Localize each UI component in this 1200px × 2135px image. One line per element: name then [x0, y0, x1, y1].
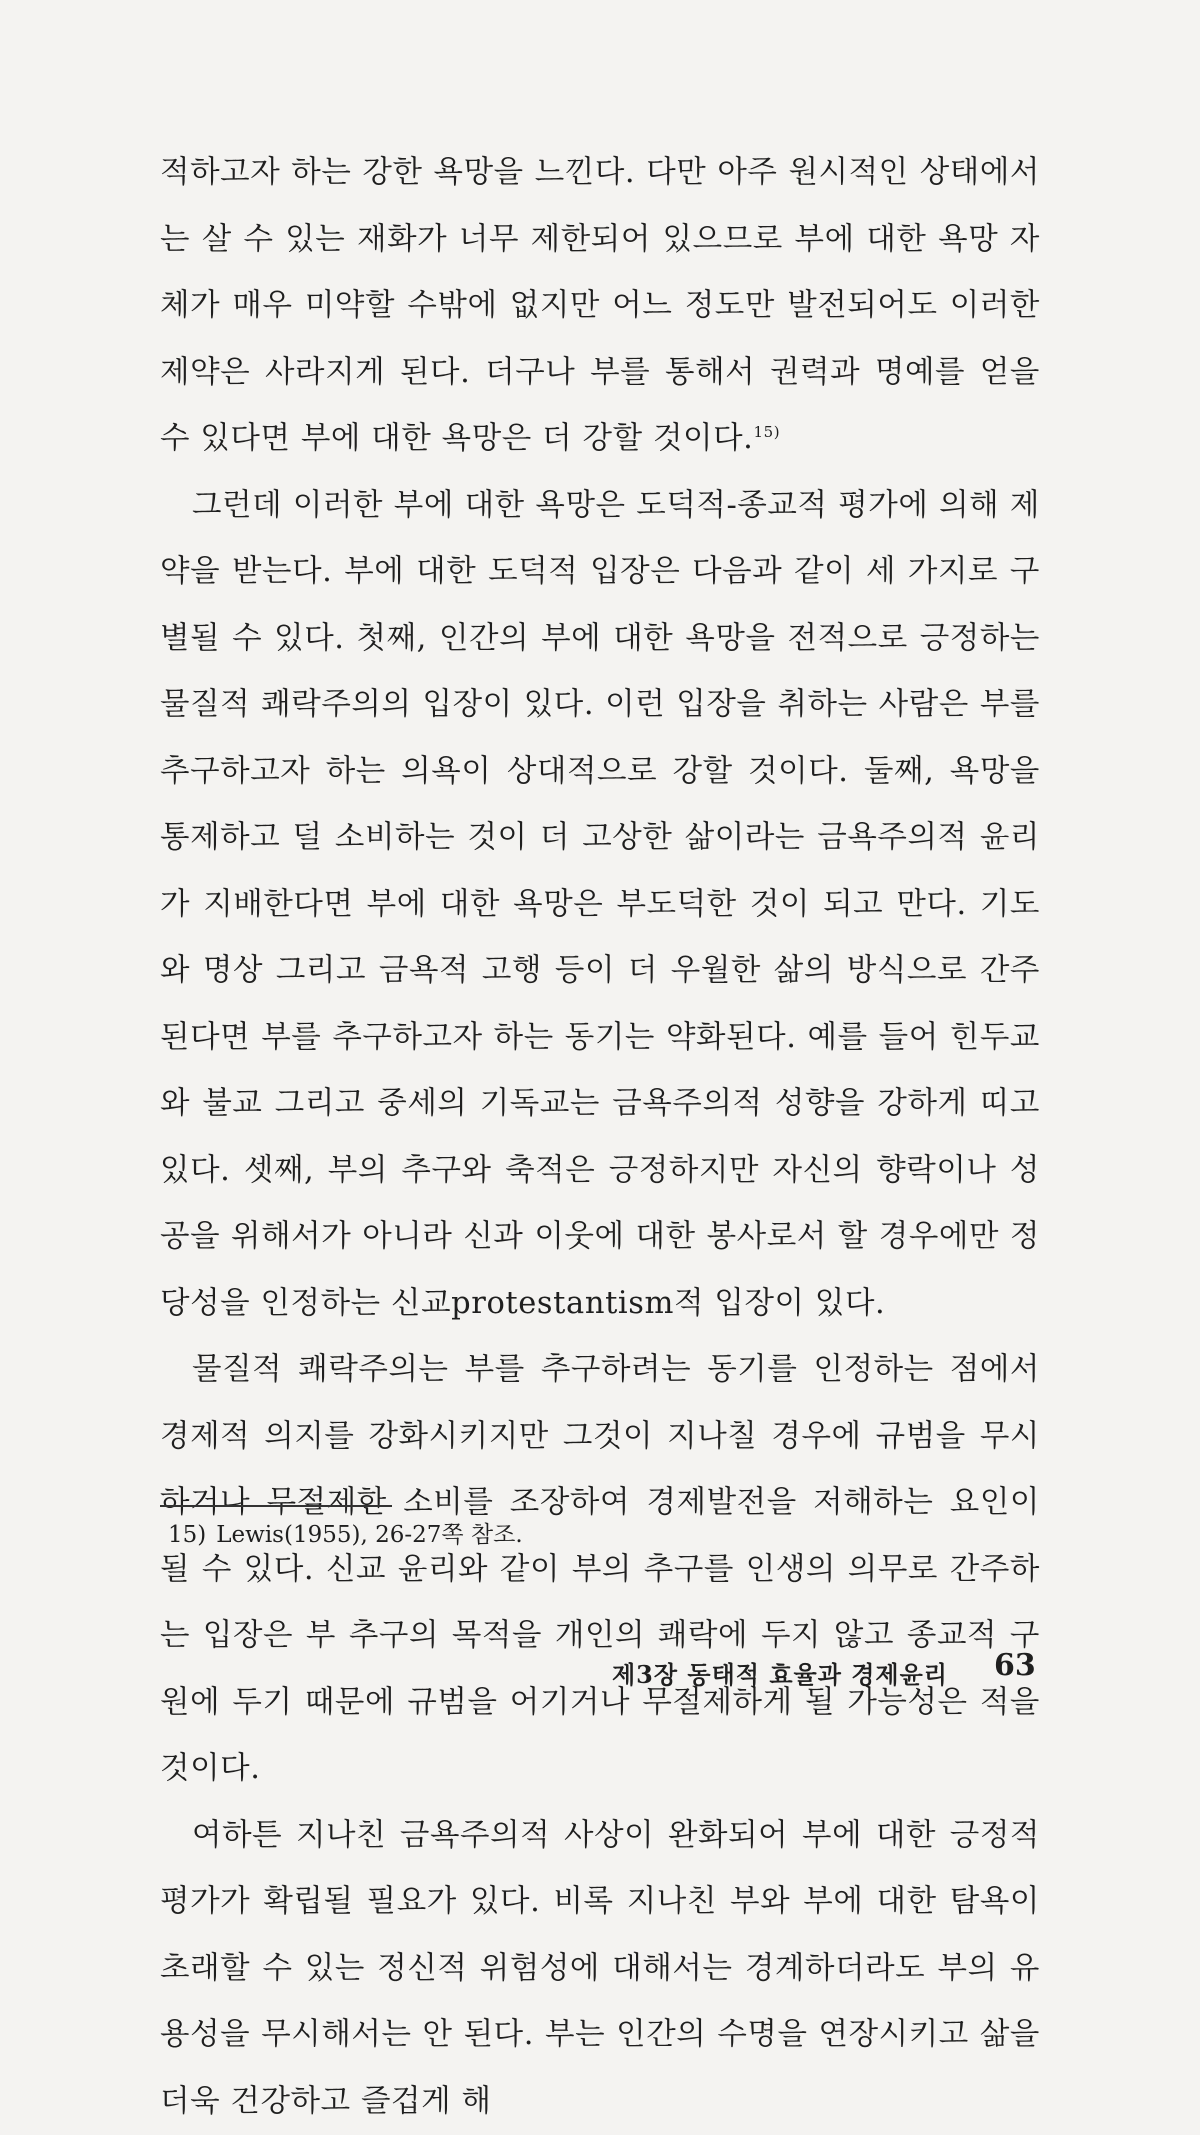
paragraph-3: 물질적 쾌락주의는 부를 추구하려는 동기를 인정하는 점에서 경제적 의지를 강화시키지만 그것이 지나칠 경우에 규범을 무시하거나 무절제한 소비를 조장하여 경제발전을 저해하는 요인이 될 수 있다. 신교 윤리와 같이 부의 추구를 인생의 의무로 간주하는 입장은 부 추구의 목적을 개인의 쾌락에 두지 않고 종교적 구원에 두기 때문에 규범을 어기거나 무절제하게 될 가능성은 적을 것이다. — [160, 1337, 1040, 1803]
paragraph-1 — [160, 140, 1040, 473]
paragraph-4: 여하튼 지나친 금욕주의적 사상이 완화되어 부에 대한 긍정적 평가가 확립될 필요가 있다. 비록 지나친 부와 부에 대한 탐욕이 초래할 수 있는 정신적 위험성에 대해서는 경계하더라도 부의 유용성을 무시해서는 안 된다. 부는 인간의 수명을 연장시키고 삶을 더욱 건강하고 즐겁게 해 — [160, 1803, 1040, 2135]
body-text — [160, 140, 1040, 2135]
paragraph-2: 그런데 이러한 부에 대한 욕망은 도덕적-종교적 평가에 의해 제약을 받는다. 부에 대한 도덕적 입장은 다음과 같이 세 가지로 구별될 수 있다. 첫째, 인간의 부에 대한 욕망을 전적으로 긍정하는 물질적 쾌락주의의 입장이 있다. 이런 입장을 취하는 사람은 부를 추구하고자 하는 의욕이 상대적으로 강할 것이다. 둘째, 욕망을 통제하고 덜 소비하는 것이 더 고상한 삶이라는 금욕주의적 윤리가 지배한다면 부에 대한 욕망은 부도덕한 것이 되고 만다. 기도와 명상 그리고 금욕적 고행 등이 더 우월한 삶의 방식으로 간주된다면 부를 추구하고자 하는 동기는 약화된다. 예를 들어 힌두교와 불교 그리고 중세의 기독교는 금욕주의적 성향을 강하게 띠고 있다. 셋째, 부의 추구와 축적은 긍정하지만 자신의 향락이나 성공을 위해서가 아니라 신과 이웃에 대한 봉사로서 할 경우에만 정당성을 인정하는 신교protestantism적 입장이 있다. — [160, 473, 1040, 1338]
paragraph-1-text: 적하고자 하는 강한 욕망을 느낀다. 다만 아주 원시적인 상태에서는 살 수 있는 재화가 너무 제한되어 있으므로 부에 대한 욕망 자체가 매우 미약할 수밖에 없지만 어느 정도만 발전되어도 이러한 제약은 사라지게 된다. 더구나 부를 통해서 권력과 명예를 얻을 수 있다면 부에 대한 욕망은 더 강할 것이다. — [160, 155, 1040, 456]
page-number: 63 — [994, 1648, 1036, 1683]
footnote — [168, 1518, 523, 1552]
footnote-reference: 15) — [753, 423, 780, 441]
footnote-divider — [160, 1505, 392, 1507]
running-footer: 제3장 동태적 효율과 경제윤리 — [612, 1655, 948, 1690]
footnote-text: Lewis(1955), 26-27쪽 참조. — [216, 1522, 522, 1548]
footnote-number: 15) — [168, 1522, 206, 1548]
